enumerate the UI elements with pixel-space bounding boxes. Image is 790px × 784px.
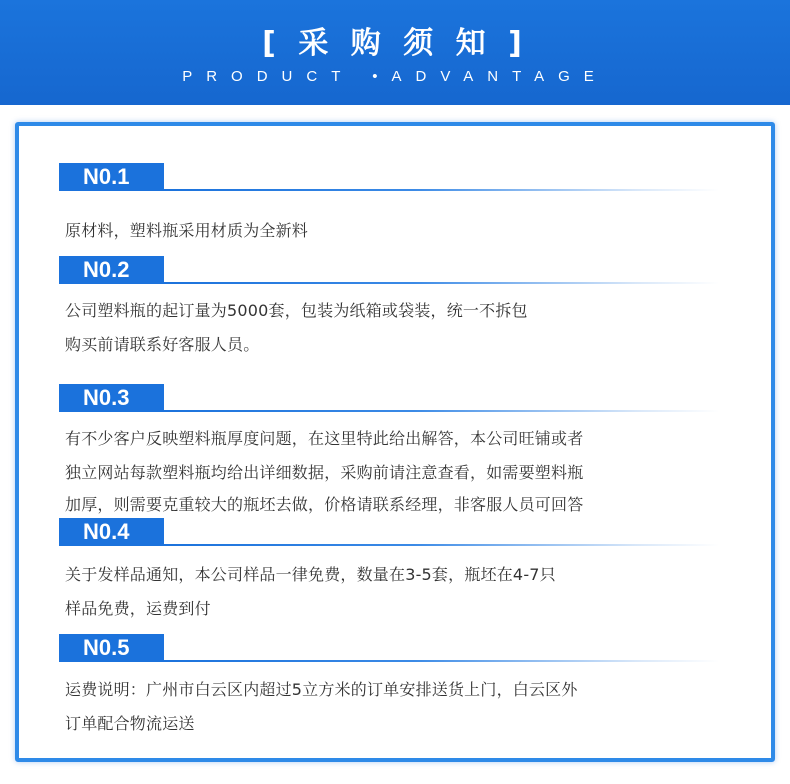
page-subtitle: PRODUCT •ADVANTAGE (182, 68, 608, 85)
section-1-line-1: 原材料，塑料瓶采用材质为全新料 (65, 221, 309, 240)
section-divider (164, 282, 719, 284)
section-header-5 (59, 634, 719, 662)
section-3-line-3: 加厚，则需要克重较大的瓶坯去做，价格请联系经理，非客服人员可回答 (65, 495, 584, 514)
section-3-line-1: 有不少客户反映塑料瓶厚度问题，在这里特此给出解答，本公司旺铺或者 (65, 429, 584, 448)
header-banner (0, 0, 790, 105)
section-3-line-2: 独立网站每款塑料瓶均给出详细数据，采购前请注意查看，如需要塑料瓶 (65, 463, 584, 482)
section-header-4 (59, 518, 719, 546)
section-divider (164, 544, 719, 546)
section-header-2 (59, 256, 719, 284)
section-badge: N0.4 (59, 518, 164, 546)
section-badge: N0.3 (59, 384, 164, 412)
section-header-3 (59, 384, 719, 412)
section-5-line-2: 订单配合物流运送 (65, 714, 195, 733)
section-divider (164, 189, 719, 191)
section-divider (164, 410, 719, 412)
section-badge: N0.5 (59, 634, 164, 662)
section-2-line-2: 购买前请联系好客服人员。 (65, 335, 260, 354)
section-4-line-1: 关于发样品通知，本公司样品一律免费，数量在3-5套，瓶坯在4-7只 (65, 565, 556, 584)
section-2-line-1: 公司塑料瓶的起订量为5000套，包装为纸箱或袋装，统一不拆包 (65, 301, 528, 320)
section-badge: N0.1 (59, 163, 164, 191)
section-badge: N0.2 (59, 256, 164, 284)
section-header-1 (59, 163, 719, 191)
page-title: [ 采 购 须 知 ] (262, 26, 528, 61)
section-4-line-2: 样品免费，运费到付 (65, 599, 211, 618)
section-5-line-1: 运费说明：广州市白云区内超过5立方米的订单安排送货上门，白云区外 (65, 680, 578, 699)
section-divider (164, 660, 719, 662)
